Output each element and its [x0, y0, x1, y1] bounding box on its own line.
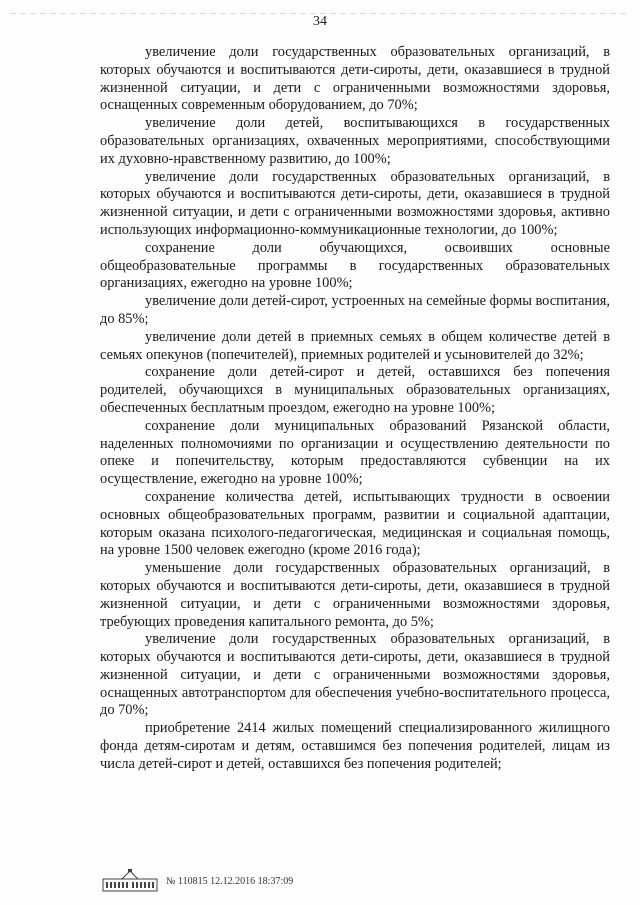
paragraph: увеличение доли государственных образовательных организаций, в которых обучаются и воспитываются дети-сироты, дети, оказавшиеся в трудной жизненной ситуации, и дети с ограниченными возможностями здоровья, оснащенных автотранспортом для обеспечения учебно-воспитательного процесса, до 70%; — [100, 631, 610, 719]
paragraph: увеличение доли государственных образовательных организаций, в которых обучаются и воспитываются дети-сироты, дети, оказавшиеся в трудной жизненной ситуации, и дети с ограниченными возможностями здоровья, оснащенных современным оборудованием, до 70%; — [100, 44, 610, 114]
paragraph: сохранение доли обучающихся, освоивших основные общеобразовательные программы в государственных образовательных организациях, ежегодно на уровне 100%; — [100, 239, 610, 292]
paragraph: увеличение доли государственных образовательных организаций, в которых обучаются и воспитываются дети-сироты, дети, оказавшиеся в трудной жизненной ситуации, и дети с ограниченными возможностями здоровья, активно использующих информационно-коммуникационные технологии, до 100%; — [100, 168, 610, 238]
page-number: 34 — [313, 14, 327, 29]
paragraph: сохранение доли муниципальных образований Рязанской области, наделенных полномочиями по организации и осуществлению деятельности по опеке и попечительству, которым предоставляются субвенции на их осуществление, ежегодно на уровне 100%; — [100, 417, 610, 488]
paragraph: увеличение доли детей, воспитывающихся в государственных образовательных организациях, охваченных мероприятиями, способствующими их духовно-нравственному развитию, до 100%; — [100, 115, 610, 167]
paragraph: увеличение доли детей-сирот, устроенных на семейные формы воспитания, до 85%; — [100, 293, 610, 327]
footer-stamp — [102, 868, 293, 894]
paragraph: сохранение количества детей, испытывающих трудности в освоении основных общеобразовательных программ, развитии и социальной адаптации, которым оказана психолого-педагогическая, медицинская и социальная помощь, на уровне 1500 человек ежегодно (кроме 2016 года); — [100, 488, 610, 559]
building-logo-icon — [102, 869, 158, 893]
document-body — [100, 44, 610, 774]
paragraph: увеличение доли детей в приемных семьях в общем количестве детей в семьях опекунов (попечителей), приемных родителей и усыновителей до 32%; — [100, 328, 610, 363]
paragraph: уменьшение доли государственных образовательных организаций, в которых обучаются и воспитываются дети-сироты, дети, оказавшиеся в трудной жизненной ситуации, и дети с ограниченными возможностями здоровья, требующих проведения капитального ремонта, до 5%; — [100, 560, 610, 630]
paragraph: сохранение доли детей-сирот и детей, оставшихся без попечения родителей, обучающихся в муниципальных образовательных организациях, обеспеченных бесплатным проездом, ежегодно на уровне 100%; — [100, 364, 610, 416]
stamp-text: № 110815 12.12.2016 18:37:09 — [166, 875, 294, 887]
paragraph: приобретение 2414 жилых помещений специализированного жилищного фонда детям-сиротам и детям, оставшимся без попечения родителей, лицам из числа детей-сирот и детей, оставшихся без попечения родителей; — [100, 720, 610, 772]
